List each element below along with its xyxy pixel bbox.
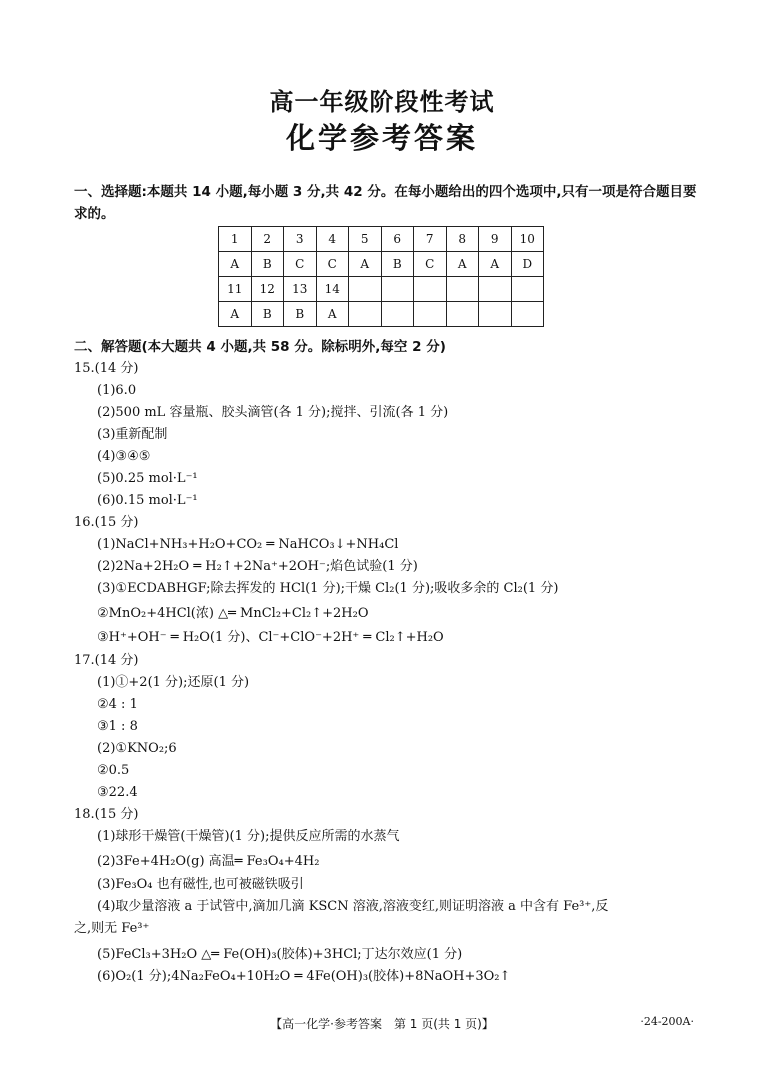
answer-cell [381,302,414,327]
page-footer: 【高一化学·参考答案 第 1 页(共 1 页)】 [270,1017,494,1031]
answer-line: (1)6.0 [97,383,137,398]
question-number: 5 [349,227,382,252]
answer-line: ②4 : 1 [97,697,138,712]
answer-line: (2)3Fe+4H₂O(g) 高温═ Fe₃O₄+4H₂ [97,854,320,869]
answer-line: (2)①KNO₂;6 [97,741,177,756]
question-number: 11 [219,277,252,302]
answer-line: 之,则无 Fe³⁺ [74,921,150,936]
table-row [219,277,544,302]
answer-line: ③H⁺+OH⁻ ═ H₂O(1 分)、Cl⁻+ClO⁻+2H⁺ ═ Cl₂↑+H₂O [97,630,444,645]
question-18-heading: 18.(15 分) [74,807,139,822]
answer-line: (3)重新配制 [97,427,168,442]
answer-cell [479,302,512,327]
question-number [381,277,414,302]
question-15-heading: 15.(14 分) [74,361,139,376]
answer-line: (2)2Na+2H₂O ═ H₂↑+2Na⁺+2OH⁻;焰色试验(1 分) [97,559,418,574]
question-17-heading: 17.(14 分) [74,653,139,668]
section-1-heading: 一、选择题:本题共 14 小题,每小题 3 分,共 42 分。在每小题给出的四个选项中,只有一项是符合题目要求的。 [74,184,697,222]
answer-line: (6)O₂(1 分);4Na₂FeO₄+10H₂O ═ 4Fe(OH)₃(胶体)+8NaOH+3O₂↑ [97,969,511,984]
document-code: ·24-200A· [640,1015,694,1028]
answer-line: (3)①ECDABHGF;除去挥发的 HCl(1 分);干燥 Cl₂(1 分);吸收多余的 Cl₂(1 分) [97,581,559,596]
question-number [511,277,544,302]
answer-cell: A [479,252,512,277]
answer-cell: A [349,252,382,277]
answer-line: (3)Fe₃O₄ 也有磁性,也可被磁铁吸引 [97,877,304,892]
answer-line: (5)FeCl₃+3H₂O △═ Fe(OH)₃(胶体)+3HCl;丁达尔效应(1 分) [97,947,463,962]
page-subtitle: 化学参考答案 [285,121,478,155]
question-number [349,277,382,302]
answer-cell: C [316,252,349,277]
answer-line: (1)球形干燥管(干燥管)(1 分);提供反应所需的水蒸气 [97,829,400,844]
question-number: 1 [219,227,252,252]
question-number: 7 [414,227,447,252]
question-number: 6 [381,227,414,252]
question-number [479,277,512,302]
answer-cell: A [219,252,252,277]
section-2-heading: 二、解答题(本大题共 4 小题,共 58 分。除标明外,每空 2 分) [74,339,446,355]
answer-cell [511,302,544,327]
answer-cell: B [251,252,284,277]
answer-cell [446,302,479,327]
question-16-heading: 16.(15 分) [74,515,139,530]
answer-line: ③1 : 8 [97,719,138,734]
table-row [219,252,544,277]
answer-table [218,226,544,327]
question-number: 14 [316,277,349,302]
answer-line: (4)③④⑤ [97,449,151,464]
question-number: 13 [284,277,317,302]
answer-line: ③22.4 [97,785,138,800]
answer-line: (2)500 mL 容量瓶、胶头滴管(各 1 分);搅拌、引流(各 1 分) [97,405,449,420]
answer-cell: B [381,252,414,277]
question-number: 8 [446,227,479,252]
page-title: 高一年级阶段性考试 [269,88,495,116]
table-row [219,227,544,252]
answer-line: ②0.5 [97,763,130,778]
answer-line: ②MnO₂+4HCl(浓) △═ MnCl₂+Cl₂↑+2H₂O [97,606,369,621]
answer-cell: A [446,252,479,277]
question-number: 12 [251,277,284,302]
answer-cell [414,302,447,327]
answer-line: (1)①+2(1 分);还原(1 分) [97,675,250,690]
answer-line: (6)0.15 mol·L⁻¹ [97,493,198,508]
answer-cell: A [219,302,252,327]
answer-cell: C [414,252,447,277]
question-number [446,277,479,302]
answer-cell: B [251,302,284,327]
answer-cell: A [316,302,349,327]
question-number: 3 [284,227,317,252]
table-row [219,302,544,327]
question-number: 10 [511,227,544,252]
question-number: 9 [479,227,512,252]
answer-cell [349,302,382,327]
question-number [414,277,447,302]
answer-line: (4)取少量溶液 a 于试管中,滴加几滴 KSCN 溶液,溶液变红,则证明溶液 a 中含有 Fe³⁺,反 [97,899,609,914]
question-number: 4 [316,227,349,252]
answer-cell: D [511,252,544,277]
question-number: 2 [251,227,284,252]
answer-cell: C [284,252,317,277]
answer-line: (5)0.25 mol·L⁻¹ [97,471,198,486]
answer-line: (1)NaCl+NH₃+H₂O+CO₂ ═ NaHCO₃↓+NH₄Cl [97,537,399,552]
answer-cell: B [284,302,317,327]
